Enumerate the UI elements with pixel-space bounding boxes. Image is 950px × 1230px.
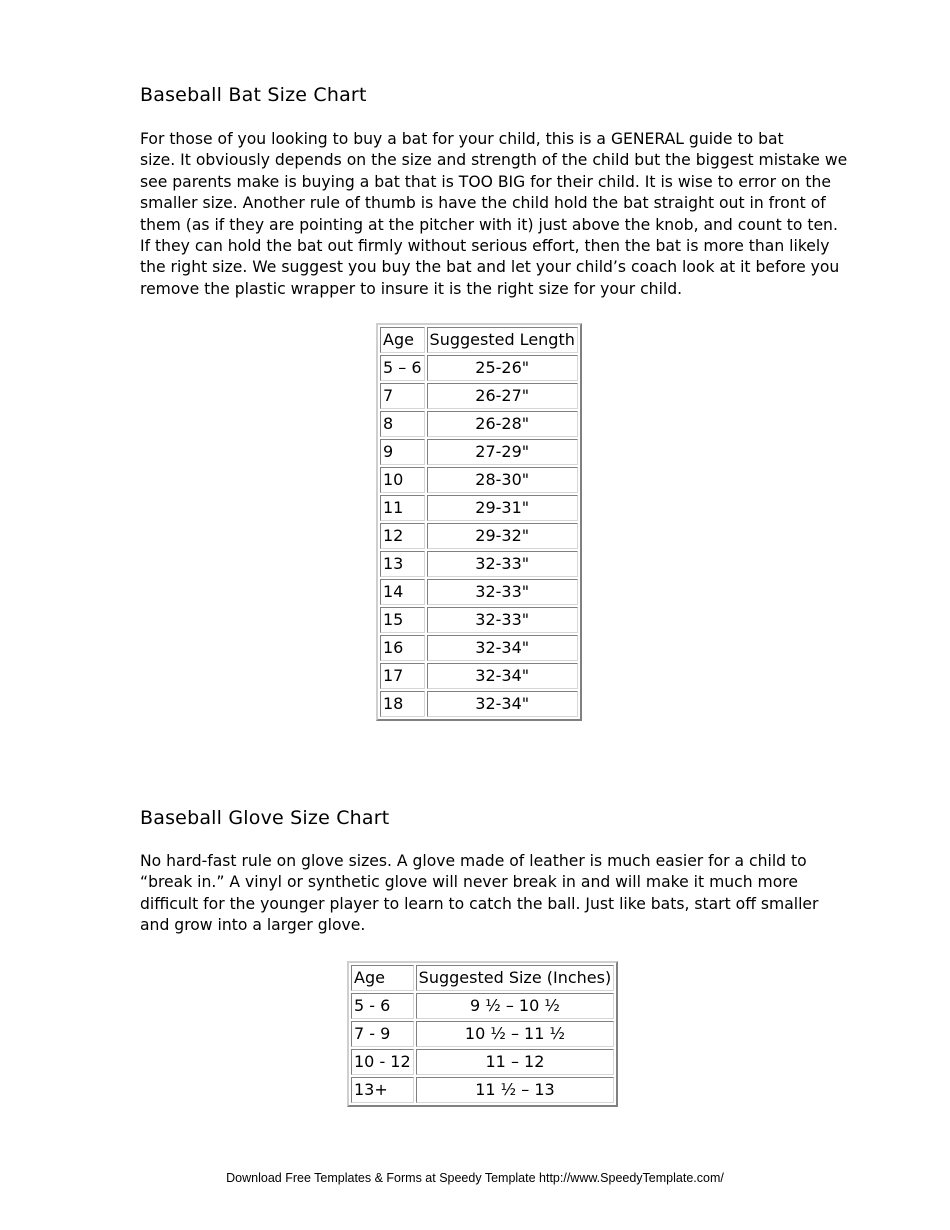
bat-description-line: If they can hold the bat out firmly without serious effort, then the bat is more than likely [140,237,830,256]
size-cell: 11 – 12 [416,1049,615,1075]
size-cell: 9 ½ – 10 ½ [416,993,615,1019]
size-cell: 32-33" [427,551,578,577]
bat-size-table [376,323,582,721]
glove-description-line: “break in.” A vinyl or synthetic glove will never break in and will make it much more [140,873,798,892]
size-cell: 29-31" [427,495,578,521]
age-cell: 11 [380,495,425,521]
age-cell: 5 – 6 [380,355,425,381]
table-header-row [351,965,614,991]
size-cell: 32-34" [427,635,578,661]
size-cell: 26-28" [427,411,578,437]
table-row [380,495,578,521]
table-row [380,411,578,437]
age-cell: 15 [380,607,425,633]
table-row [351,1049,614,1075]
age-cell: 8 [380,411,425,437]
size-cell: 26-27" [427,383,578,409]
glove-description-line: No hard-fast rule on glove sizes. A glove made of leather is much easier for a child to [140,852,807,870]
bat-description-line: the right size. We suggest you buy the bat and let your child’s coach look at it before you [140,258,840,277]
bat-description-line: them (as if they are pointing at the pitcher with it) just above the knob, and count to ten. [140,215,838,234]
age-cell: 9 [380,439,425,465]
bat-chart-title: Baseball Bat Size Chart [140,84,367,106]
table-row [380,691,578,717]
table-row [380,635,578,661]
size-cell: 10 ½ – 11 ½ [416,1021,615,1047]
size-cell: 32-33" [427,607,578,633]
table-row [380,355,578,381]
size-cell: 32-34" [427,663,578,689]
table-row [380,439,578,465]
table-row [380,523,578,549]
age-cell: 12 [380,523,425,549]
age-column-header: Age [380,327,425,353]
age-cell: 7 [380,383,425,409]
age-cell: 18 [380,691,425,717]
size-cell: 29-32" [427,523,578,549]
age-cell: 5 - 6 [351,993,414,1019]
size-cell: 11 ½ – 13 [416,1077,615,1103]
age-cell: 10 [380,467,425,493]
table-row [380,607,578,633]
table-row [380,579,578,605]
age-cell: 10 - 12 [351,1049,414,1075]
glove-chart-title: Baseball Glove Size Chart [140,807,390,829]
bat-chart-description [140,129,848,300]
bat-description-line: smaller size. Another rule of thumb is have the child hold the bat straight out in front of [140,194,826,213]
age-cell: 16 [380,635,425,661]
bat-description-line: remove the plastic wrapper to insure it is the right size for your child. [140,279,683,298]
bat-description-line: see parents make is buying a bat that is TOO BIG for their child. It is wise to error on the [140,172,831,191]
bat-description-line: For those of you looking to buy a bat for your child, this is a GENERAL guide to bat [140,130,784,148]
table-row [351,993,614,1019]
age-cell: 7 - 9 [351,1021,414,1047]
table-row [380,467,578,493]
table-row [380,383,578,409]
age-column-header: Age [351,965,414,991]
table-row [380,663,578,689]
table-header-row [380,327,578,353]
size-cell: 28-30" [427,467,578,493]
glove-description-line: and grow into a larger glove. [140,916,366,935]
bat-description-line: size. It obviously depends on the size and strength of the child but the biggest mistake we [140,151,848,170]
length-column-header: Suggested Length [427,327,578,353]
size-column-header: Suggested Size (Inches) [416,965,615,991]
size-cell: 32-34" [427,691,578,717]
age-cell: 14 [380,579,425,605]
glove-size-table [347,961,618,1107]
footer-download-notice: Download Free Templates & Forms at Speedy Template http://www.SpeedyTemplate.com/ [226,1171,724,1185]
table-row [380,551,578,577]
size-cell: 32-33" [427,579,578,605]
age-cell: 13+ [351,1077,414,1103]
table-row [351,1077,614,1103]
size-cell: 27-29" [427,439,578,465]
size-cell: 25-26" [427,355,578,381]
age-cell: 17 [380,663,425,689]
table-row [351,1021,614,1047]
age-cell: 13 [380,551,425,577]
glove-chart-description [140,851,820,937]
glove-description-line: difficult for the younger player to learn to catch the ball. Just like bats, start off smaller [140,894,819,913]
